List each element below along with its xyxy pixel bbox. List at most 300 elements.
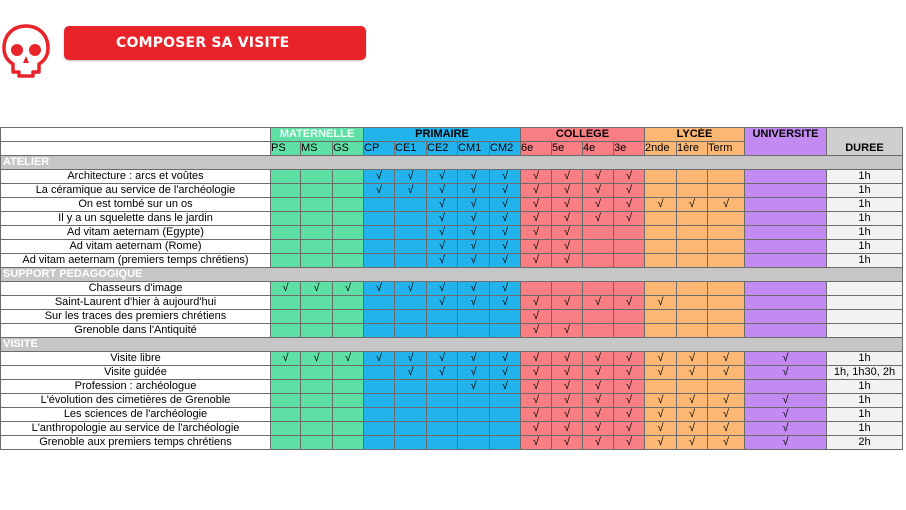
level-check-cell: √ <box>583 296 614 310</box>
level-check-cell: √ <box>395 282 427 296</box>
activity-name: L'anthropologie au service de l'archéologie <box>1 422 271 436</box>
level-check-cell: √ <box>614 380 645 394</box>
level-check-cell: √ <box>583 436 614 450</box>
level-check-cell <box>458 408 490 422</box>
activity-name: L'évolution des cimetières de Grenoble <box>1 394 271 408</box>
level-check-cell: √ <box>490 240 521 254</box>
level-check-cell: √ <box>490 296 521 310</box>
level-5: CE2 <box>427 142 458 156</box>
level-check-cell <box>271 254 301 268</box>
level-check-cell: √ <box>677 436 708 450</box>
level-check-cell: √ <box>490 170 521 184</box>
level-check-cell <box>583 324 614 338</box>
composer-visite-button[interactable]: COMPOSER SA VISITE <box>64 26 366 60</box>
level-check-cell: √ <box>364 170 395 184</box>
level-check-cell <box>271 380 301 394</box>
level-check-cell <box>364 226 395 240</box>
table-row <box>1 254 903 268</box>
activity-name: Il y a un squelette dans le jardin <box>1 212 271 226</box>
table-row <box>1 352 903 366</box>
activity-name: Architecture : arcs et voûtes <box>1 170 271 184</box>
level-check-cell <box>333 366 364 380</box>
skull-icon <box>0 22 52 78</box>
level-check-cell: √ <box>364 352 395 366</box>
table-row <box>1 366 903 380</box>
section-title: SUPPORT PEDAGOGIQUE <box>1 268 903 282</box>
activity-name: Profession : archéologue <box>1 380 271 394</box>
level-check-cell: √ <box>552 240 583 254</box>
activity-name: Chasseurs d'image <box>1 282 271 296</box>
duration-cell: 1h <box>827 380 903 394</box>
level-check-cell <box>708 254 745 268</box>
level-check-cell: √ <box>301 282 333 296</box>
level-check-cell <box>271 212 301 226</box>
level-check-cell: √ <box>427 170 458 184</box>
group-universite: UNIVERSITE <box>745 128 827 156</box>
level-check-cell: √ <box>583 184 614 198</box>
activity-name: Ad vitam aeternam (premiers temps chrétiens) <box>1 254 271 268</box>
level-check-cell: √ <box>458 380 490 394</box>
level-check-cell <box>301 380 333 394</box>
level-check-cell: √ <box>583 408 614 422</box>
level-check-cell <box>271 310 301 324</box>
level-check-cell: √ <box>583 366 614 380</box>
level-check-cell <box>364 380 395 394</box>
level-check-cell: √ <box>614 422 645 436</box>
table-row <box>1 380 903 394</box>
level-check-cell <box>490 422 521 436</box>
level-check-cell <box>333 394 364 408</box>
level-check-cell <box>614 324 645 338</box>
level-check-cell <box>301 366 333 380</box>
duration-cell: 1h <box>827 254 903 268</box>
table-row <box>1 324 903 338</box>
level-check-cell <box>677 380 708 394</box>
level-check-cell: √ <box>708 408 745 422</box>
duration-cell: 1h <box>827 198 903 212</box>
activity-name: Sur les traces des premiers chrétiens <box>1 310 271 324</box>
table-row <box>1 296 903 310</box>
level-check-cell <box>708 310 745 324</box>
level-check-cell <box>677 310 708 324</box>
level-check-cell: √ <box>521 198 552 212</box>
level-check-cell: √ <box>490 254 521 268</box>
level-8: 6e <box>521 142 552 156</box>
section-title: VISITE <box>1 338 903 352</box>
level-check-cell: √ <box>490 212 521 226</box>
level-check-cell: √ <box>427 254 458 268</box>
level-check-cell <box>645 184 677 198</box>
level-check-cell: √ <box>458 184 490 198</box>
level-check-cell: √ <box>583 212 614 226</box>
level-check-cell <box>745 226 827 240</box>
level-check-cell <box>271 394 301 408</box>
level-check-cell <box>301 170 333 184</box>
level-check-cell: √ <box>677 198 708 212</box>
level-check-cell: √ <box>745 408 827 422</box>
level-check-cell <box>364 408 395 422</box>
level-check-cell <box>364 296 395 310</box>
level-check-cell: √ <box>552 198 583 212</box>
level-check-cell <box>271 296 301 310</box>
level-check-cell <box>395 380 427 394</box>
duration-cell: 1h <box>827 226 903 240</box>
level-check-cell: √ <box>677 408 708 422</box>
level-check-cell: √ <box>427 352 458 366</box>
level-check-cell: √ <box>677 366 708 380</box>
level-check-cell <box>333 184 364 198</box>
level-check-cell <box>745 310 827 324</box>
level-check-cell: √ <box>552 394 583 408</box>
level-check-cell <box>395 254 427 268</box>
level-check-cell <box>677 184 708 198</box>
level-check-cell: √ <box>552 226 583 240</box>
activity-name: Grenoble aux premiers temps chrétiens <box>1 436 271 450</box>
duration-cell: 1h <box>827 408 903 422</box>
level-check-cell: √ <box>521 422 552 436</box>
level-check-cell <box>677 324 708 338</box>
level-check-cell <box>645 380 677 394</box>
visit-matrix-table <box>0 127 903 450</box>
level-check-cell <box>427 324 458 338</box>
level-check-cell: √ <box>645 394 677 408</box>
level-check-cell <box>395 408 427 422</box>
duration-cell: 2h <box>827 436 903 450</box>
level-check-cell <box>427 310 458 324</box>
level-check-cell: √ <box>427 296 458 310</box>
level-check-cell <box>271 226 301 240</box>
level-check-cell <box>364 240 395 254</box>
level-check-cell <box>490 324 521 338</box>
activity-name: Les sciences de l'archéologie <box>1 408 271 422</box>
level-check-cell: √ <box>427 226 458 240</box>
level-check-cell <box>395 310 427 324</box>
level-check-cell <box>645 282 677 296</box>
activity-name: Saint-Laurent d'hier à aujourd'hui <box>1 296 271 310</box>
level-check-cell <box>614 310 645 324</box>
level-13: 1ère <box>677 142 708 156</box>
section-header-row <box>1 338 903 352</box>
level-check-cell: √ <box>521 310 552 324</box>
level-check-cell <box>521 282 552 296</box>
level-check-cell <box>745 282 827 296</box>
level-check-cell: √ <box>458 198 490 212</box>
level-check-cell <box>490 310 521 324</box>
level-check-cell <box>301 422 333 436</box>
level-check-cell <box>333 198 364 212</box>
level-check-cell <box>395 226 427 240</box>
level-check-cell: √ <box>645 408 677 422</box>
level-check-cell <box>333 310 364 324</box>
level-check-cell: √ <box>745 436 827 450</box>
level-check-cell: √ <box>614 170 645 184</box>
level-check-cell: √ <box>708 422 745 436</box>
level-check-cell: √ <box>490 380 521 394</box>
level-check-cell: √ <box>552 296 583 310</box>
level-check-cell <box>333 324 364 338</box>
level-check-cell: √ <box>458 366 490 380</box>
level-check-cell <box>364 422 395 436</box>
level-check-cell <box>583 240 614 254</box>
section-header-row <box>1 268 903 282</box>
level-check-cell <box>395 422 427 436</box>
level-check-cell: √ <box>745 422 827 436</box>
level-check-cell <box>677 282 708 296</box>
level-check-cell <box>427 394 458 408</box>
level-check-cell <box>301 436 333 450</box>
level-check-cell <box>364 366 395 380</box>
level-check-cell <box>301 198 333 212</box>
level-check-cell <box>395 212 427 226</box>
level-check-cell: √ <box>552 324 583 338</box>
level-check-cell: √ <box>333 282 364 296</box>
level-check-cell <box>271 366 301 380</box>
level-check-cell <box>552 310 583 324</box>
duration-cell: 1h, 1h30, 2h <box>827 366 903 380</box>
level-check-cell: √ <box>614 198 645 212</box>
level-check-cell <box>395 436 427 450</box>
level-check-cell <box>271 436 301 450</box>
group-maternelle: MATERNELLE <box>271 128 364 142</box>
level-check-cell <box>490 394 521 408</box>
level-check-cell: √ <box>458 352 490 366</box>
level-check-cell <box>301 394 333 408</box>
level-check-cell: √ <box>521 226 552 240</box>
level-check-cell: √ <box>552 212 583 226</box>
level-check-cell <box>301 240 333 254</box>
level-check-cell <box>333 170 364 184</box>
level-check-cell <box>583 254 614 268</box>
level-check-cell: √ <box>490 282 521 296</box>
level-check-cell <box>614 282 645 296</box>
level-check-cell <box>301 254 333 268</box>
level-check-cell: √ <box>645 436 677 450</box>
level-check-cell <box>271 184 301 198</box>
level-check-cell <box>333 408 364 422</box>
level-check-cell <box>552 282 583 296</box>
level-check-cell: √ <box>552 366 583 380</box>
level-check-cell: √ <box>583 394 614 408</box>
level-check-cell <box>614 254 645 268</box>
table-row <box>1 198 903 212</box>
level-check-cell <box>645 170 677 184</box>
duration-cell: 1h <box>827 170 903 184</box>
level-check-cell: √ <box>427 198 458 212</box>
level-check-cell <box>677 226 708 240</box>
level-check-cell <box>645 226 677 240</box>
table-row <box>1 422 903 436</box>
level-check-cell <box>271 198 301 212</box>
level-check-cell <box>645 212 677 226</box>
level-check-cell <box>745 240 827 254</box>
level-check-cell <box>333 296 364 310</box>
level-check-cell: √ <box>552 408 583 422</box>
activity-name: Ad vitam aeternam (Egypte) <box>1 226 271 240</box>
level-check-cell: √ <box>521 296 552 310</box>
level-check-cell: √ <box>708 394 745 408</box>
level-check-cell: √ <box>395 352 427 366</box>
level-check-cell <box>708 170 745 184</box>
level-check-cell <box>301 184 333 198</box>
level-check-cell <box>271 422 301 436</box>
level-check-cell <box>745 380 827 394</box>
level-check-cell <box>745 254 827 268</box>
duration-cell <box>827 310 903 324</box>
level-check-cell: √ <box>645 422 677 436</box>
level-check-cell: √ <box>427 212 458 226</box>
level-check-cell: √ <box>395 170 427 184</box>
level-check-cell <box>333 226 364 240</box>
level-check-cell <box>745 170 827 184</box>
level-check-cell: √ <box>614 212 645 226</box>
level-check-cell: √ <box>490 184 521 198</box>
level-check-cell: √ <box>677 394 708 408</box>
level-check-cell: √ <box>614 436 645 450</box>
level-check-cell: √ <box>458 282 490 296</box>
table-row <box>1 184 903 198</box>
level-check-cell: √ <box>364 282 395 296</box>
level-6: CM1 <box>458 142 490 156</box>
level-check-cell: √ <box>271 352 301 366</box>
level-10: 4e <box>583 142 614 156</box>
level-check-cell <box>395 240 427 254</box>
level-check-cell: √ <box>521 324 552 338</box>
duration-cell: 1h <box>827 394 903 408</box>
group-duree: DUREE <box>827 128 903 156</box>
level-check-cell <box>301 296 333 310</box>
level-check-cell: √ <box>521 366 552 380</box>
level-check-cell <box>645 310 677 324</box>
table-row <box>1 170 903 184</box>
level-check-cell: √ <box>521 408 552 422</box>
level-7: CM2 <box>490 142 521 156</box>
duration-cell: 1h <box>827 240 903 254</box>
level-check-cell <box>614 226 645 240</box>
level-check-cell: √ <box>521 380 552 394</box>
table-row <box>1 408 903 422</box>
level-check-cell <box>745 184 827 198</box>
level-check-cell: √ <box>614 352 645 366</box>
group-lycee: LYCÉE <box>645 128 745 142</box>
level-check-cell: √ <box>552 422 583 436</box>
duration-cell: 1h <box>827 212 903 226</box>
duration-cell: 1h <box>827 184 903 198</box>
level-check-cell: √ <box>552 184 583 198</box>
level-check-cell <box>677 170 708 184</box>
level-check-cell <box>458 310 490 324</box>
group-college: COLLEGE <box>521 128 645 142</box>
level-check-cell: √ <box>745 366 827 380</box>
level-check-cell: √ <box>708 366 745 380</box>
table-row <box>1 394 903 408</box>
level-check-cell: √ <box>614 296 645 310</box>
level-check-cell <box>301 324 333 338</box>
activity-name: Grenoble dans l'Antiquité <box>1 324 271 338</box>
level-check-cell: √ <box>583 198 614 212</box>
duration-cell: 1h <box>827 422 903 436</box>
level-check-cell: √ <box>614 184 645 198</box>
level-check-cell: √ <box>271 282 301 296</box>
level-2: GS <box>333 142 364 156</box>
level-check-cell <box>745 296 827 310</box>
level-check-cell <box>677 254 708 268</box>
level-check-cell: √ <box>490 198 521 212</box>
level-check-cell <box>395 394 427 408</box>
level-check-cell <box>458 422 490 436</box>
level-check-cell <box>645 324 677 338</box>
level-check-cell: √ <box>427 240 458 254</box>
level-check-cell <box>364 198 395 212</box>
level-check-cell <box>301 408 333 422</box>
level-check-cell <box>333 436 364 450</box>
level-check-cell: √ <box>490 366 521 380</box>
header-blank-cell <box>1 128 271 142</box>
level-check-cell <box>333 254 364 268</box>
level-check-cell: √ <box>645 352 677 366</box>
level-check-cell <box>427 436 458 450</box>
level-check-cell: √ <box>645 198 677 212</box>
level-check-cell <box>708 212 745 226</box>
level-check-cell <box>333 212 364 226</box>
level-check-cell: √ <box>552 170 583 184</box>
level-check-cell: √ <box>614 366 645 380</box>
level-check-cell <box>301 310 333 324</box>
level-check-cell: √ <box>521 212 552 226</box>
level-check-cell: √ <box>583 422 614 436</box>
table-row <box>1 226 903 240</box>
level-check-cell: √ <box>677 352 708 366</box>
group-header-row <box>1 128 903 142</box>
level-check-cell: √ <box>395 366 427 380</box>
group-primaire: PRIMAIRE <box>364 128 521 142</box>
level-check-cell <box>271 240 301 254</box>
level-check-cell <box>708 380 745 394</box>
level-check-cell: √ <box>458 240 490 254</box>
level-check-cell: √ <box>614 408 645 422</box>
level-check-cell: √ <box>427 282 458 296</box>
level-check-cell: √ <box>745 352 827 366</box>
level-check-cell: √ <box>552 254 583 268</box>
level-check-cell: √ <box>521 254 552 268</box>
level-check-cell <box>708 324 745 338</box>
level-check-cell <box>458 394 490 408</box>
level-check-cell: √ <box>708 436 745 450</box>
table-row <box>1 436 903 450</box>
level-check-cell <box>490 408 521 422</box>
table-row <box>1 310 903 324</box>
activity-name: Ad vitam aeternam (Rome) <box>1 240 271 254</box>
level-check-cell <box>427 408 458 422</box>
level-check-cell: √ <box>677 422 708 436</box>
level-3: CP <box>364 142 395 156</box>
level-check-cell <box>708 226 745 240</box>
level-9: 5e <box>552 142 583 156</box>
level-check-cell <box>271 170 301 184</box>
level-check-cell <box>708 240 745 254</box>
level-0: PS <box>271 142 301 156</box>
level-check-cell: √ <box>458 212 490 226</box>
level-check-cell <box>301 226 333 240</box>
level-check-cell: √ <box>552 380 583 394</box>
level-check-cell: √ <box>614 394 645 408</box>
duration-cell: 1h <box>827 352 903 366</box>
level-check-cell <box>427 380 458 394</box>
level-11: 3e <box>614 142 645 156</box>
duration-cell <box>827 324 903 338</box>
level-1: MS <box>301 142 333 156</box>
level-check-cell: √ <box>458 254 490 268</box>
level-check-cell <box>395 198 427 212</box>
